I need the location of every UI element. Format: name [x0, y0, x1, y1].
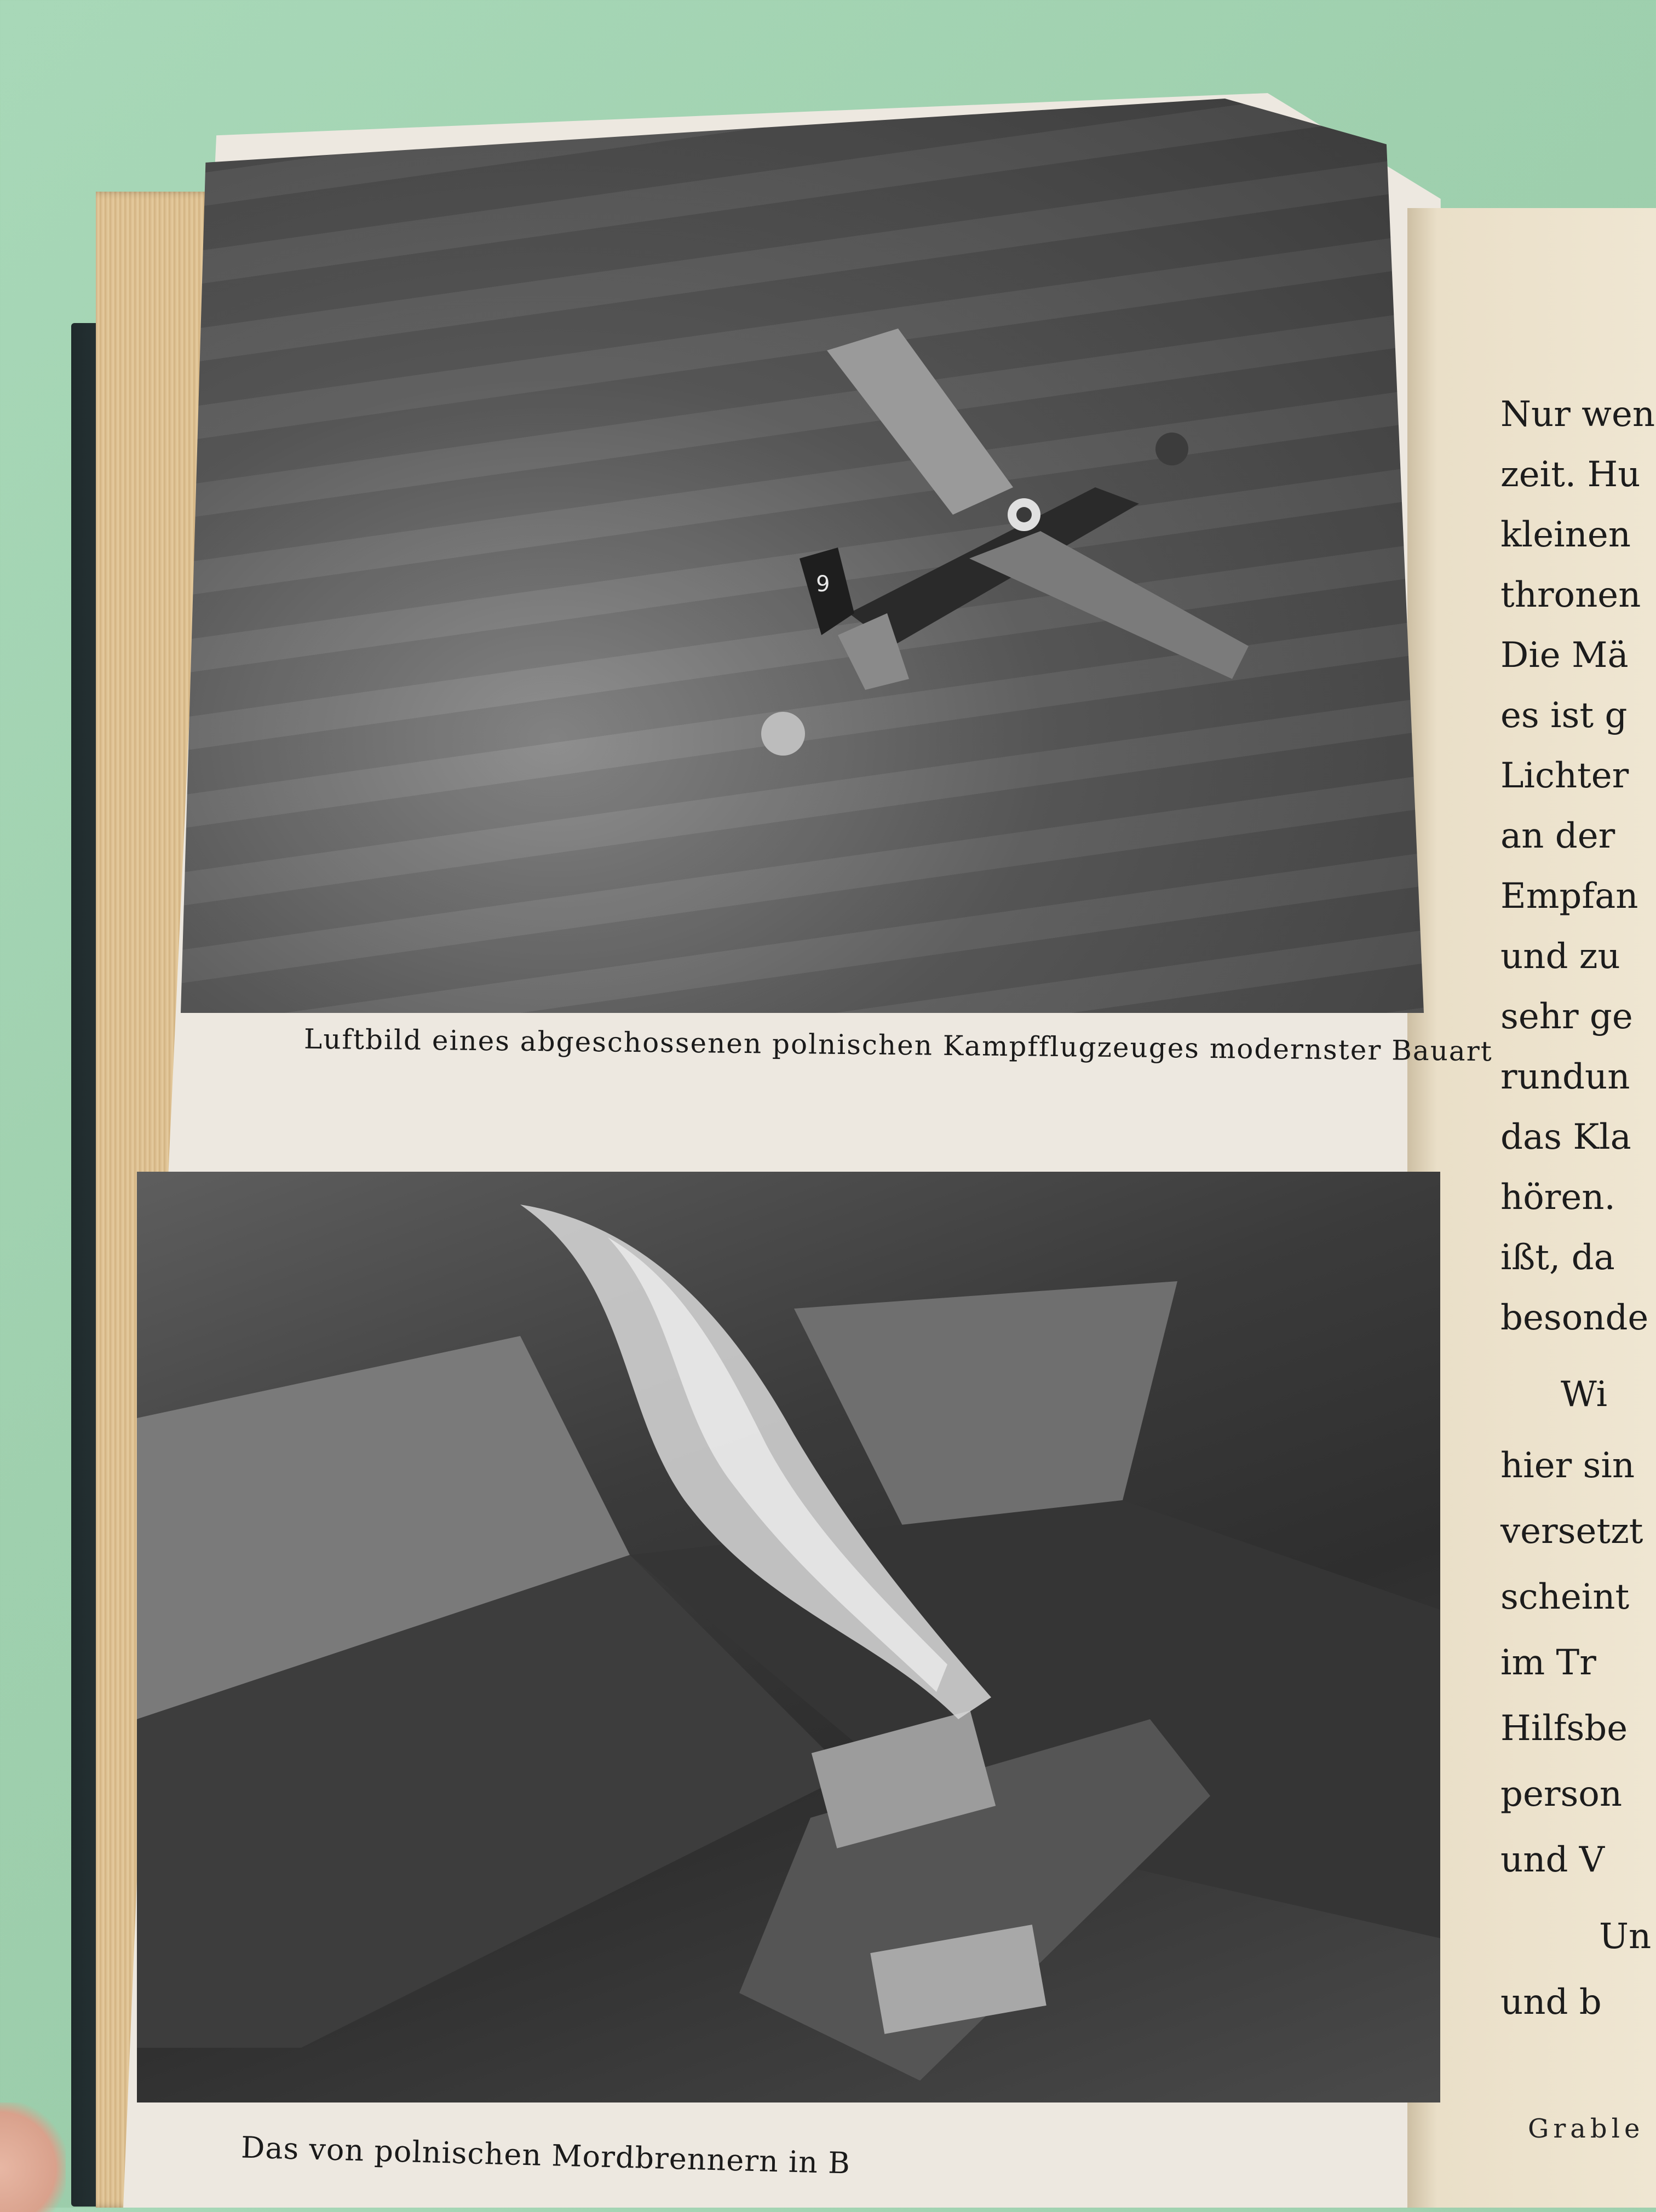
page-footer-signature: Grable	[1528, 2113, 1645, 2144]
text-line: besonde	[1500, 1298, 1649, 1338]
farm-scene	[137, 1172, 1440, 2102]
text-line: person	[1500, 1774, 1623, 1814]
plane-illustration	[756, 307, 1276, 799]
text-line: es ist g	[1500, 695, 1628, 736]
tail-marking: 9	[816, 572, 830, 597]
photo-burning-farm	[137, 1172, 1440, 2102]
text-line: rundun	[1500, 1057, 1630, 1097]
text-line: das Kla	[1500, 1117, 1631, 1157]
text-line: scheint	[1500, 1577, 1630, 1617]
caption-top: Luftbild eines abgeschossenen polnischen Kampfflugzeuges modernster Bauart	[303, 1023, 1493, 1068]
thumb	[0, 2102, 66, 2212]
text-line: thronen	[1500, 575, 1641, 615]
text-line: Die Mä	[1500, 635, 1629, 676]
text-line: ißt, da	[1500, 1237, 1615, 1278]
text-line: Hilfsbe	[1500, 1708, 1628, 1749]
text-line: im Tr	[1500, 1643, 1596, 1683]
text-line: kleinen	[1500, 515, 1631, 555]
text-line: hier sin	[1500, 1445, 1635, 1486]
text-line: Lichter	[1500, 756, 1629, 796]
text-line: und b	[1500, 1982, 1602, 2023]
text-line: Un	[1599, 1916, 1652, 1957]
text-line: hören.	[1500, 1177, 1615, 1218]
photo-crashed-plane	[181, 99, 1424, 1013]
text-line: und zu	[1500, 936, 1620, 977]
text-line: sehr ge	[1500, 996, 1633, 1037]
text-line: und V	[1500, 1840, 1605, 1880]
text-line: Wi	[1561, 1374, 1608, 1415]
text-line: an der	[1500, 816, 1615, 856]
caption-bottom: Das von polnischen Mordbrennern in B	[240, 2130, 851, 2181]
text-line: versetzt	[1500, 1511, 1643, 1552]
text-line: Empfan	[1500, 876, 1638, 917]
text-line: Nur wen	[1500, 394, 1655, 435]
text-line: zeit. Hu	[1500, 454, 1641, 495]
